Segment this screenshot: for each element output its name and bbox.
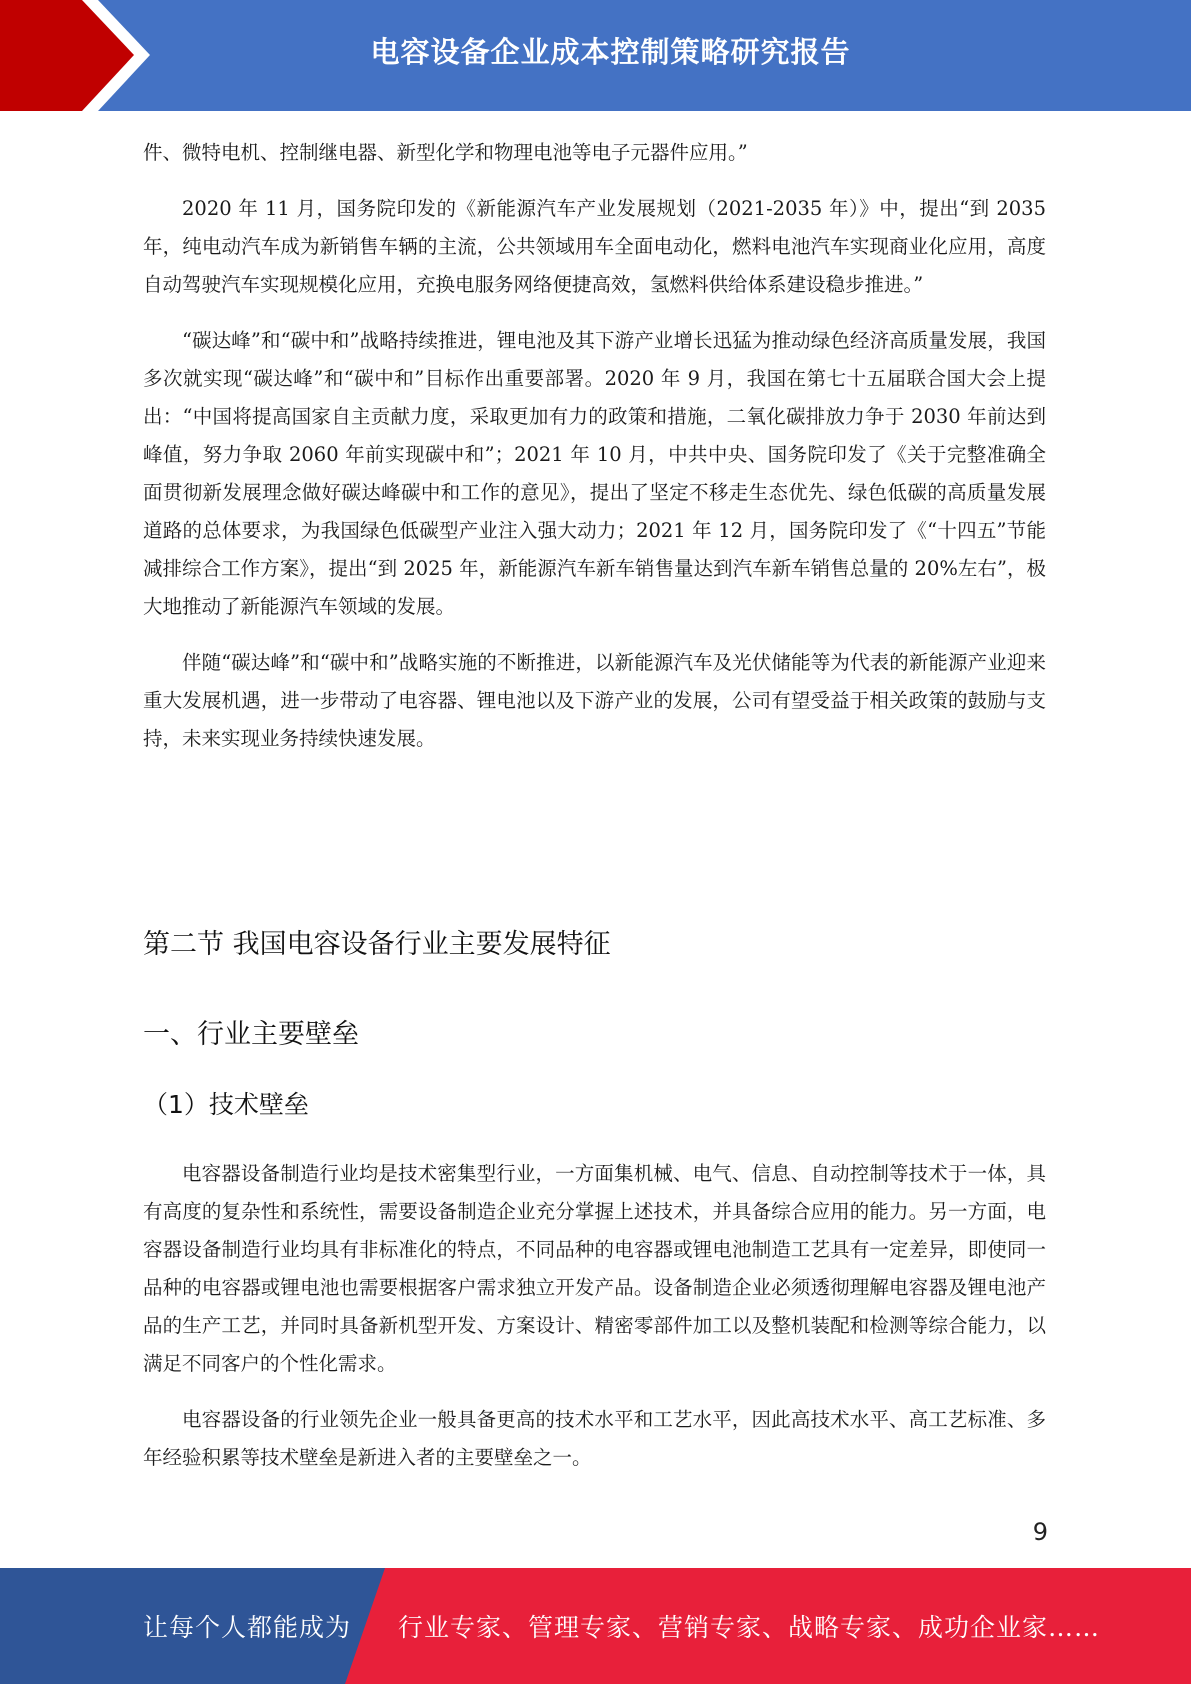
header-title: 电容设备企业成本控制策略研究报告 — [370, 34, 851, 69]
paragraph: 2020 年 11 月，国务院印发的《新能源汽车产业发展规划（2021-2035 年）》中，提出“到 2035 年，纯电动汽车成为新销售车辆的主流，公共领域用车全面电动化，燃料电池汽车实现商业化应用，高度自动驾驶汽车实现规模化应用，充换电服务网络便捷高效，氢燃料供给体系建设稳步推进。” — [143, 197, 1046, 296]
paragraph: 件、微特电机、控制继电器、新型化学和物理电池等电子元器件应用。” — [143, 141, 748, 164]
subsubsection-title: （1）技术壁垒 — [143, 1090, 309, 1119]
paragraph: 电容器设备制造行业均是技术密集型行业，一方面集机械、电气、信息、自动控制等技术于一体，具有高度的复杂性和系统性，需要设备制造企业充分掌握上述技术，并具备综合应用的能力。另一方面，电容器设备制造行业均具有非标准化的特点，不同品种的电容器或锂电池制造工艺具有一定差异，即使同一品种的电容器或锂电池也需要根据客户需求独立开发产品。设备制造企业必须透彻理解电容器及锂电池产品的生产工艺，并同时具备新机型开发、方案设计、精密零部件加工以及整机装配和检测等综合能力，以满足不同客户的个性化需求。 — [143, 1162, 1046, 1375]
subsection-title: 一、行业主要壁垒 — [143, 1019, 359, 1050]
page-footer — [0, 1568, 1191, 1684]
section-title: 第二节 我国电容设备行业主要发展特征 — [143, 929, 611, 960]
footer-slogan-right: 行业专家、管理专家、营销专家、战略专家、成功企业家…… — [398, 1613, 1101, 1642]
body-text — [143, 134, 1046, 776]
page-header — [0, 0, 1191, 111]
section-body-text — [143, 1155, 1046, 1495]
paragraph: “碳达峰”和“碳中和”战略持续推进，锂电池及其下游产业增长迅猛为推动绿色经济高质量发展，我国多次就实现“碳达峰”和“碳中和”目标作出重要部署。2020 年 9 月，我国在第七十五届联合国大会上提出：“中国将提高国家自主贡献力度，采取更加有力的政策和措施，二氧化碳排放力争于 2030 年前达到峰值，努力争取 2060 年前实现碳中和”；2021 年 10 月，中共中央、国务院印发了《关于完整准确全面贯彻新发展理念做好碳达峰碳中和工作的意见》，提出了坚定不移走生态优先、绿色低碳的高质量发展道路的总体要求，为我国绿色低碳型产业注入强大动力；2021 年 12 月，国务院印发了《“十四五”节能减排综合工作方案》，提出“到 2025 年，新能源汽车新车销售量达到汽车新车销售总量的 20%左右”，极大地推动了新能源汽车领域的发展。 — [143, 329, 1046, 618]
footer-slogan-left: 让每个人都能成为 — [143, 1613, 352, 1642]
page-number: 9 — [1032, 1518, 1048, 1546]
paragraph: 伴随“碳达峰”和“碳中和”战略实施的不断推进，以新能源汽车及光伏储能等为代表的新能源产业迎来重大发展机遇，进一步带动了电容器、锂电池以及下游产业的发展，公司有望受益于相关政策的鼓励与支持，未来实现业务持续快速发展。 — [143, 651, 1046, 750]
paragraph: 电容器设备的行业领先企业一般具备更高的技术水平和工艺水平，因此高技术水平、高工艺标准、多年经验积累等技术壁垒是新进入者的主要壁垒之一。 — [143, 1408, 1046, 1469]
